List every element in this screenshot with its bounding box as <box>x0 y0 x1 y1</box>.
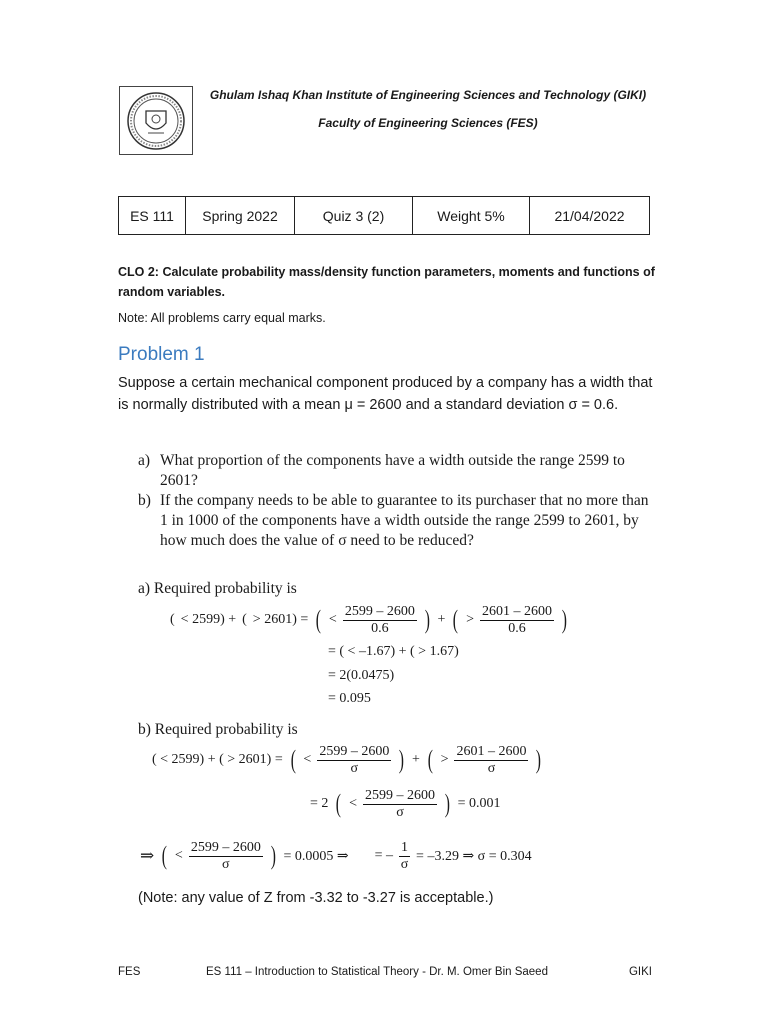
math-text: = 0.0005 ⇒ <box>283 848 349 864</box>
problem-intro: Suppose a certain mechanical component produced by a company has a width that is normally distributed with a mean μ = 2600 and a standard deviation σ = 0.6. <box>118 375 653 413</box>
solution-b-line3 <box>140 836 532 876</box>
denominator: σ <box>400 856 409 872</box>
solution-b-line1 <box>152 740 543 780</box>
solution-a-line3: = 2(0.0475) <box>328 668 395 683</box>
question-letter: b) <box>138 492 151 509</box>
solution-b-line2 <box>310 784 501 824</box>
denominator: σ <box>222 856 230 872</box>
math-text: < <box>303 752 312 767</box>
clo-statement: CLO 2: Calculate probability mass/density function parameters, moments and functions of random variables. <box>118 265 655 299</box>
fraction <box>454 744 528 777</box>
numerator: 2599 – 2600 <box>319 743 390 759</box>
math-text: + <box>437 612 446 627</box>
footer-left: FES <box>118 966 141 978</box>
math-paren: ) <box>399 745 405 774</box>
math-text: < <box>328 612 337 627</box>
math-paren: ) <box>270 841 276 870</box>
math-paren: ) <box>536 745 542 774</box>
math-paren: ) <box>424 605 430 634</box>
math-text: + <box>411 752 420 767</box>
math-text: = – <box>374 848 394 863</box>
seal-icon <box>124 89 188 153</box>
math-paren: ( <box>161 841 168 870</box>
denominator: σ <box>396 804 404 820</box>
final-note: (Note: any value of Z from -3.32 to -3.27 is acceptable.) <box>138 890 494 906</box>
fraction <box>480 604 554 637</box>
date: 21/04/2022 <box>530 197 650 235</box>
math-text: ( < 2599) + ( > 2601) = <box>152 752 283 767</box>
math-text: < 2599) + <box>180 612 237 627</box>
institute-logo <box>119 86 193 155</box>
solution-a-line2: = ( < –1.67) + ( > 1.67) <box>328 644 459 659</box>
weight: Weight 5% <box>413 197 530 235</box>
math-text: ( <box>170 612 175 627</box>
math-text: = –3.29 ⇒ σ = 0.304 <box>416 848 532 864</box>
math-text: = 0.001 <box>457 796 501 811</box>
list-item <box>138 451 658 491</box>
math-text: ( <box>242 612 247 627</box>
semester: Spring 2022 <box>186 197 295 235</box>
problem-title: Problem 1 <box>118 344 205 365</box>
numerator: 2599 – 2600 <box>190 839 261 855</box>
math-text: > <box>440 752 449 767</box>
numerator: 2601 – 2600 <box>481 603 552 619</box>
solution-b-heading: b) Required probability is <box>138 721 298 738</box>
fraction <box>399 840 410 873</box>
math-text: > <box>466 612 474 627</box>
question-text: What proportion of the components have a width outside the range 2599 to 2601? <box>160 452 625 489</box>
math-paren: ( <box>290 745 296 774</box>
fraction <box>189 840 263 873</box>
question-letter: a) <box>138 452 151 469</box>
numerator: 2599 – 2600 <box>364 787 435 803</box>
course-code: ES 111 <box>119 197 186 235</box>
solution-a-line4: = 0.095 <box>328 691 371 706</box>
math-paren: ) <box>444 789 450 818</box>
denominator: 0.6 <box>508 620 526 636</box>
denominator: σ <box>487 760 496 776</box>
footer-center: ES 111 – Introduction to Statistical Theory - Dr. M. Omer Bin Saeed <box>206 966 548 978</box>
question-list <box>138 451 658 551</box>
fraction <box>363 788 437 821</box>
table-row <box>119 197 650 235</box>
math-text: = 2 <box>310 796 329 811</box>
math-paren: ( <box>336 789 342 818</box>
quiz-info-table <box>118 196 650 235</box>
math-text: < <box>349 796 357 811</box>
math-paren: ( <box>427 745 433 774</box>
math-paren: ( <box>315 605 322 634</box>
denominator: σ <box>350 760 359 776</box>
denominator: 0.6 <box>371 620 389 636</box>
solution-a-heading: a) Required probability is <box>138 580 297 597</box>
implies-symbol: ⇒ <box>140 846 155 865</box>
fraction <box>317 744 391 777</box>
numerator: 2601 – 2600 <box>456 743 527 759</box>
institute-name: Ghulam Ishaq Khan Institute of Engineering Sciences and Technology (GIKI) <box>209 88 647 102</box>
note: Note: All problems carry equal marks. <box>118 311 326 325</box>
numerator: 2599 – 2600 <box>344 603 415 619</box>
math-text: < <box>174 848 183 863</box>
solution-a-line1 <box>170 600 569 640</box>
list-item <box>138 491 658 551</box>
quiz-number: Quiz 3 (2) <box>295 197 413 235</box>
fraction <box>343 604 417 637</box>
math-paren: ) <box>561 605 567 634</box>
math-paren: ( <box>453 605 459 634</box>
question-text: If the company needs to be able to guarantee to its purchaser that no more than 1 in 1000 of the components have a width outside the range 2599 to 2601, by how much does the value of σ need to be reduced? <box>160 492 649 549</box>
numerator: 1 <box>401 839 409 855</box>
faculty-name: Faculty of Engineering Sciences (FES) <box>318 116 538 130</box>
math-text: > 2601) = <box>252 612 309 627</box>
footer-right: GIKI <box>628 966 652 978</box>
